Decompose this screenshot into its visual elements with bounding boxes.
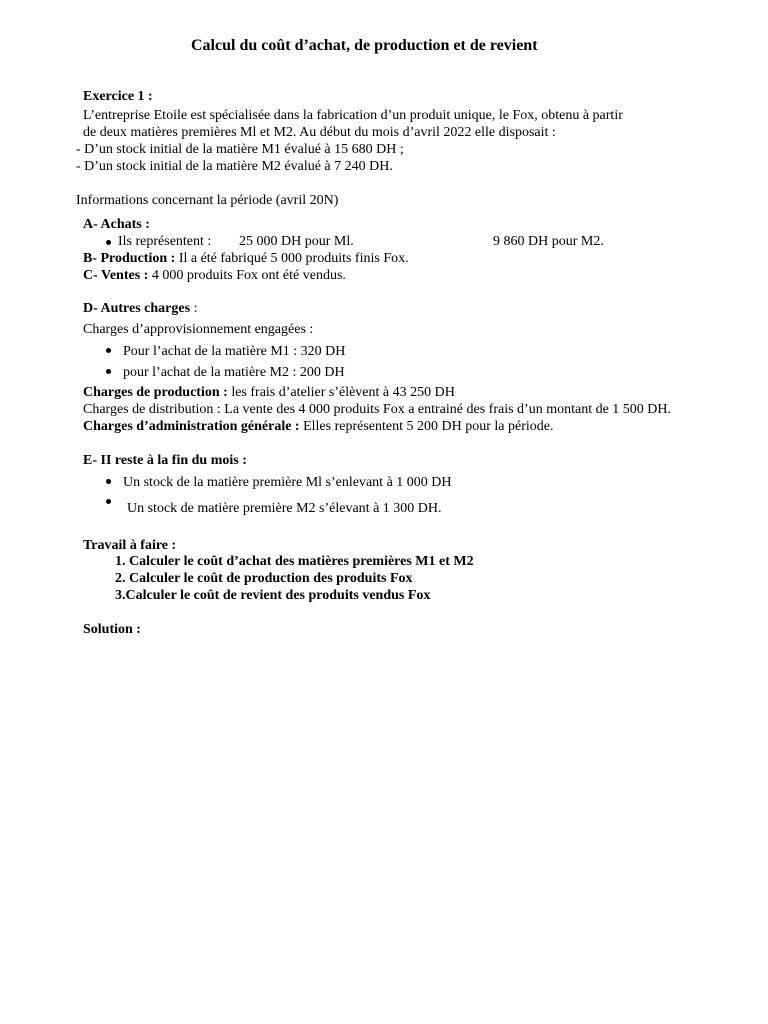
period-info-heading: Informations concernant la période (avril 20N): [76, 193, 339, 208]
page-title: Calcul du coût d’achat, de production et de revient: [191, 37, 538, 54]
charges-production-heading: Charges de production :: [83, 385, 228, 400]
achats-m2-amount: 9 860 DH pour M2.: [493, 234, 604, 249]
production-line: [83, 250, 409, 267]
achats-m1-amount: 25 000 DH pour Ml.: [239, 234, 354, 249]
exercise-intro-line-2: de deux matières premières Ml et M2. Au début du mois d’avril 2022 elle disposait :: [83, 125, 556, 140]
charges-administration-heading: Charges d’administration générale :: [83, 419, 300, 434]
achats-heading: A- Achats :: [83, 217, 150, 232]
charges-production-text: les frais d’atelier s’élèvent à 43 250 DH: [227, 385, 455, 400]
solution-heading: Solution :: [83, 622, 141, 637]
approvisionnement-m2: pour l’achat de la matière M2 : 200 DH: [123, 365, 345, 380]
exercise-intro-line-1: L’entreprise Etoile est spécialisée dans la fabrication d’un produit unique, le Fox, obtenu à partir: [83, 108, 623, 123]
autres-charges-line: [83, 300, 197, 317]
charges-administration-text: Elles représentent 5 200 DH pour la période.: [299, 419, 554, 434]
task-3: 3.Calculer le coût de revient des produits vendus Fox: [115, 588, 431, 603]
autres-charges-heading: D- Autres charges: [83, 301, 191, 316]
charges-distribution: Charges de distribution : La vente des 4 000 produits Fox a entrainé des frais d’un montant de 1 500 DH.: [83, 402, 672, 417]
stock-final-m1: Un stock de la matière première Ml s’enlevant à 1 000 DH: [123, 475, 452, 490]
production-heading: B- Production :: [83, 251, 176, 266]
approvisionnement-m1: Pour l’achat de la matière M1 : 320 DH: [123, 344, 346, 359]
approvisionnement-label: Charges d’approvisionnement engagées :: [83, 322, 314, 337]
reste-heading: E- II reste à la fin du mois :: [83, 453, 247, 468]
stock-final-m2: Un stock de matière première M2 s’élevant à 1 300 DH.: [127, 501, 442, 516]
bullet-icon: [106, 499, 111, 504]
charges-administration-line: [83, 418, 553, 435]
bullet-icon: [106, 479, 111, 484]
charges-production-line: [83, 384, 455, 401]
production-text: Il a été fabriqué 5 000 produits finis Fox.: [175, 251, 409, 266]
initial-stock-m2: - D’un stock initial de la matière M2 évalué à 7 240 DH.: [76, 159, 393, 174]
bullet-icon: [106, 240, 111, 245]
autres-charges-colon: :: [190, 301, 198, 316]
task-1: 1. Calculer le coût d’achat des matières premières M1 et M2: [115, 554, 474, 569]
bullet-icon: [106, 348, 111, 353]
task-2: 2. Calculer le coût de production des produits Fox: [115, 571, 413, 586]
bullet-icon: [106, 369, 111, 374]
exercise-heading: Exercice 1 :: [83, 89, 153, 104]
achats-label: Ils représentent :: [118, 234, 212, 249]
ventes-text: 4 000 produits Fox ont été vendus.: [148, 268, 346, 283]
initial-stock-m1: - D’un stock initial de la matière M1 évalué à 15 680 DH ;: [76, 142, 404, 157]
travail-heading: Travail à faire :: [83, 538, 177, 553]
ventes-line: [83, 267, 346, 284]
ventes-heading: C- Ventes :: [83, 268, 149, 283]
